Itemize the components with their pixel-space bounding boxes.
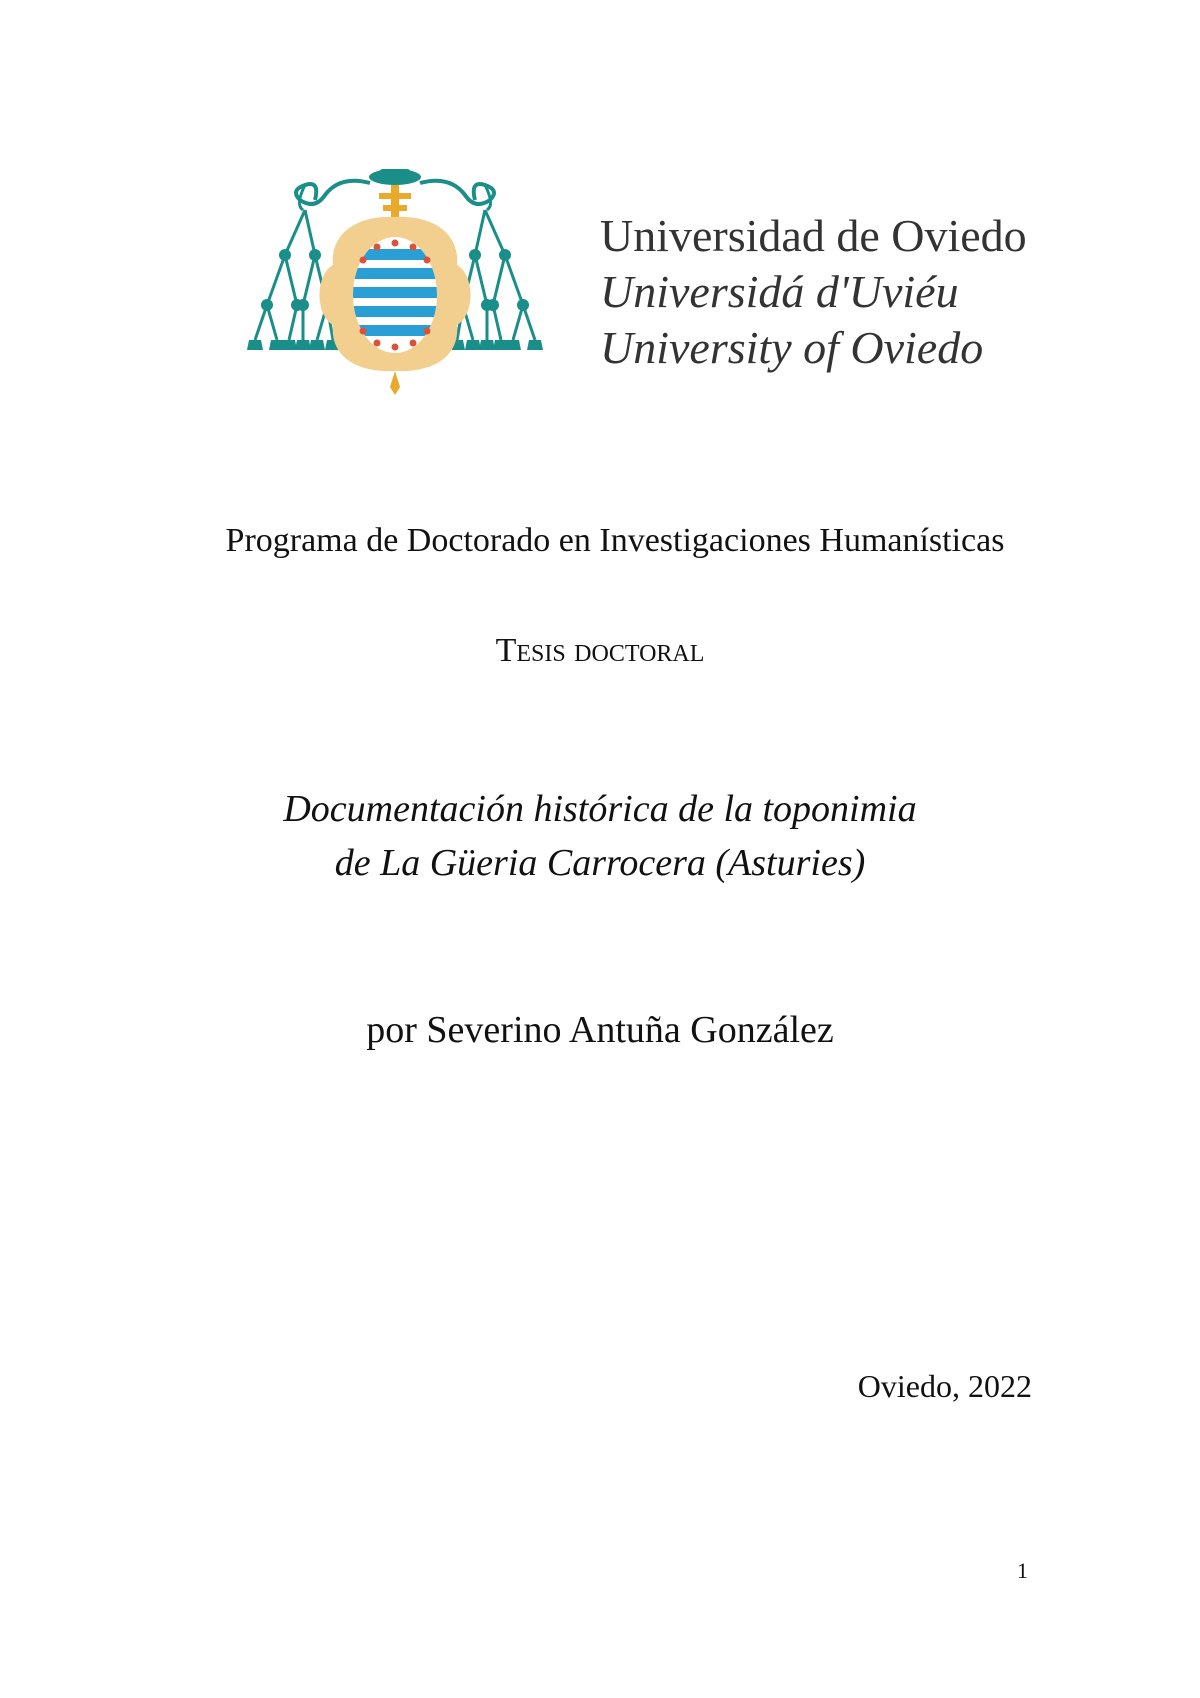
- page-number: 1: [1017, 1558, 1028, 1583]
- doctoral-program: Programa de Doctorado en Investigaciones Humanísticas: [225, 522, 1005, 559]
- university-name-spanish: Universidad de Oviedo: [600, 210, 1027, 261]
- university-names: [600, 208, 1120, 376]
- university-crest-logo: [245, 165, 545, 395]
- document-type: Tesis doctoral: [495, 632, 705, 669]
- place-date: Oviedo, 2022: [857, 1368, 1032, 1404]
- thesis-title-line-1: Documentación histórica de la toponimia: [283, 788, 917, 830]
- author: por Severino Antuña González: [366, 1009, 834, 1051]
- thesis-title: [0, 782, 1200, 890]
- university-name-asturian: Universidá d'Uviéu: [600, 266, 959, 317]
- university-name-english: University of Oviedo: [600, 322, 984, 373]
- thesis-title-line-2: de La Güeria Carrocera (Asturies): [334, 842, 866, 884]
